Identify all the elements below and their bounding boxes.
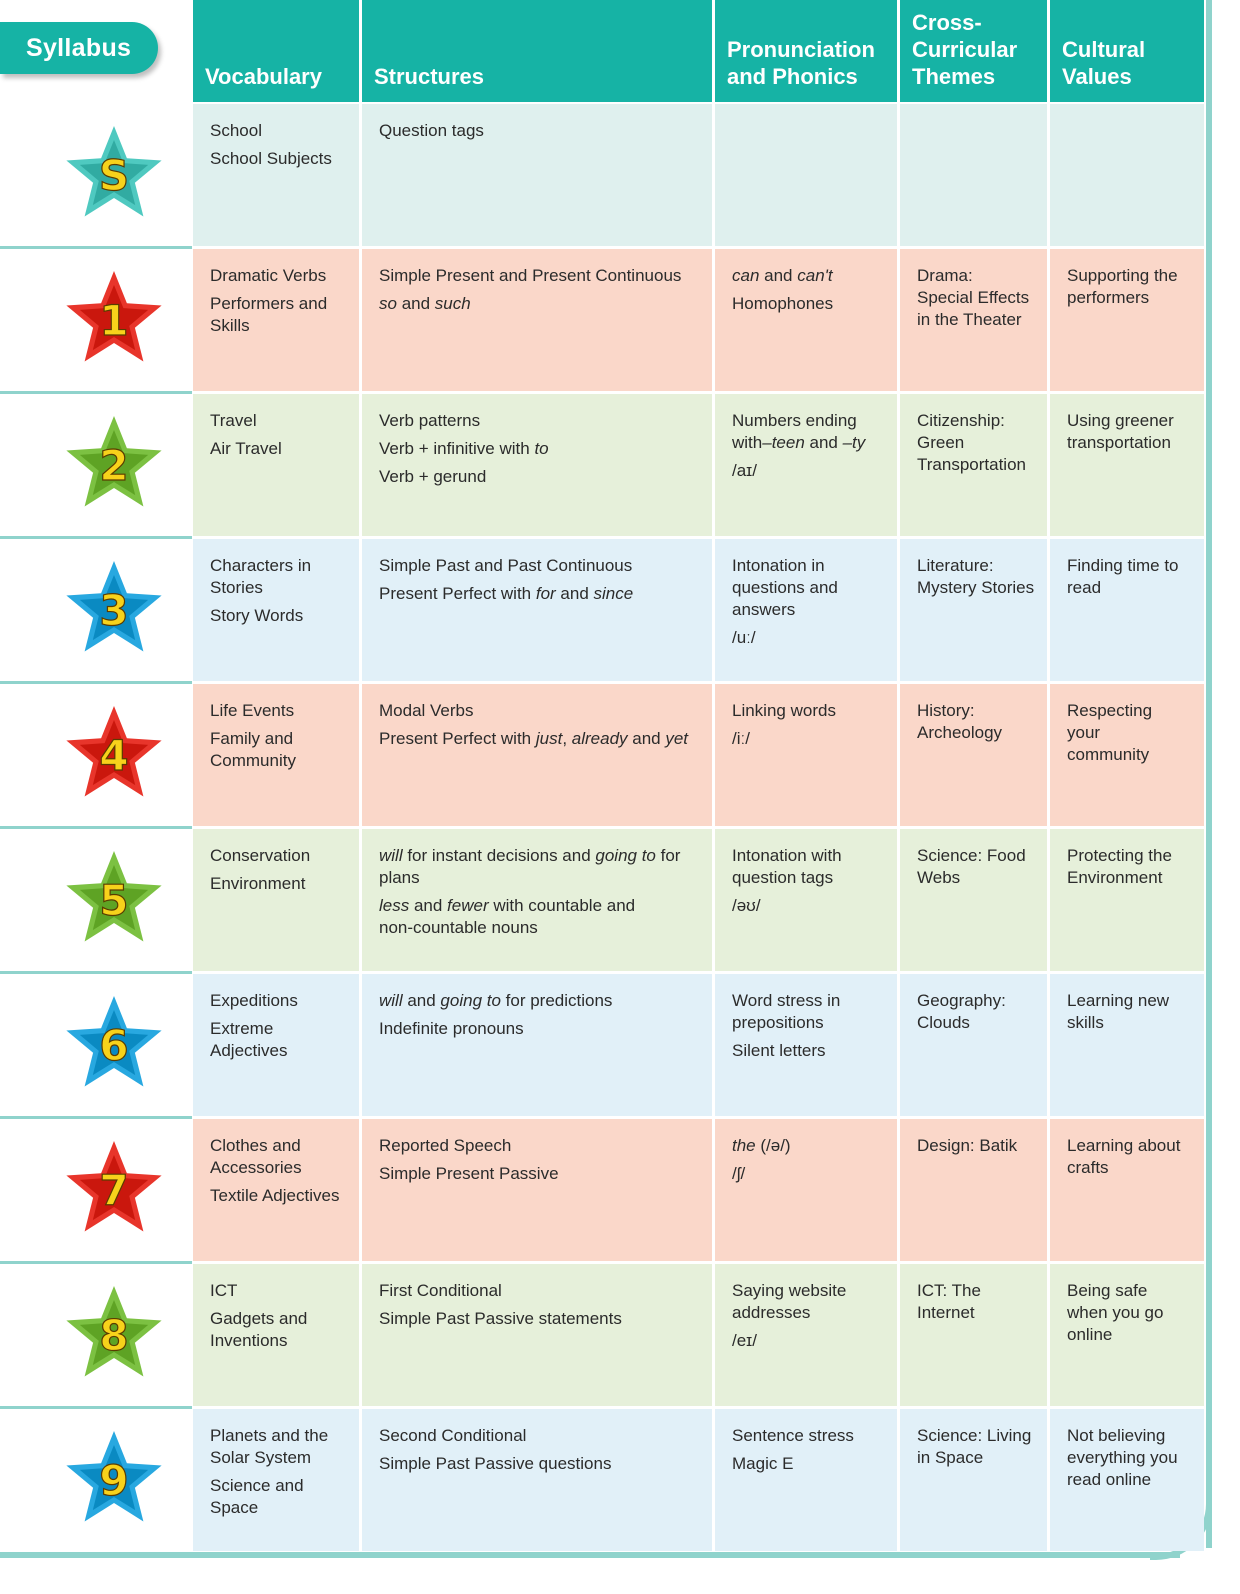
unit-number: 9 [99, 1456, 129, 1505]
cell-line: Simple Present and Present Continuous [379, 266, 682, 285]
cell-vocabulary [193, 249, 359, 391]
unit-number: 3 [99, 586, 129, 635]
cell-line: Saying website addresses [732, 1281, 847, 1322]
cell-themes [900, 974, 1047, 1116]
cell-line: can and can't [732, 266, 833, 285]
cell-line: Travel [210, 411, 257, 430]
cell-line: Modal Verbs [379, 701, 474, 720]
cell-line: Silent letters [732, 1041, 826, 1060]
cell-structures [362, 104, 712, 246]
cell-vocabulary [193, 539, 359, 681]
cell-line: less and fewer with countable and non-countable nouns [379, 896, 636, 937]
cell-line: Environment [210, 874, 306, 893]
star-icon [62, 702, 166, 806]
unit-star-badge [62, 702, 166, 806]
star-icon [62, 122, 166, 226]
cell-phonics [715, 684, 897, 826]
cell-line: the (/ə/) [732, 1136, 791, 1155]
star-icon [62, 847, 166, 951]
cell-line: Conservation [210, 846, 311, 865]
header-label: Pronunciation and Phonics [727, 37, 875, 89]
cell-structures [362, 1264, 712, 1406]
cell-line: Sentence stress [732, 1426, 854, 1445]
cell-themes [900, 539, 1047, 681]
cell-phonics [715, 394, 897, 536]
cell-vocabulary [193, 829, 359, 971]
cell-line: Clothes and Accessories [210, 1136, 302, 1177]
cell-phonics [715, 829, 897, 971]
cell-phonics [715, 249, 897, 391]
unit-number: S [98, 151, 130, 200]
cell-line: /eɪ/ [732, 1331, 757, 1350]
cell-line: First Conditional [379, 1281, 502, 1300]
cell-structures [362, 684, 712, 826]
cell-line: /aɪ/ [732, 461, 757, 480]
star-icon [62, 1282, 166, 1386]
cell-line: Present Perfect with just, already and yet [379, 729, 689, 748]
cell-line: Present Perfect with for and since [379, 584, 634, 603]
cell-line: Magic E [732, 1454, 794, 1473]
cell-phonics [715, 539, 897, 681]
cell-values [1050, 684, 1204, 826]
unit-number: 7 [99, 1166, 129, 1215]
cell-line: Simple Past Passive statements [379, 1309, 622, 1328]
cell-line: Simple Past and Past Continuous [379, 556, 633, 575]
cell-line: /iː/ [732, 729, 750, 748]
cell-line: Textile Adjectives [210, 1186, 340, 1205]
unit-number: 6 [99, 1021, 129, 1070]
header-label: Cross- Curricular Themes [912, 10, 1018, 89]
cell-line: Story Words [210, 606, 304, 625]
cell-themes [900, 684, 1047, 826]
unit-number: 2 [99, 441, 129, 490]
cell-line: Reported Speech [379, 1136, 512, 1155]
cell-line: Intonation in questions and answers [732, 556, 838, 619]
row-separator [0, 971, 192, 974]
cell-vocabulary [193, 104, 359, 246]
cell-line: Family and Community [210, 729, 296, 770]
unit-star-badge [62, 557, 166, 661]
cell-values [1050, 104, 1204, 246]
cell-line: ICT: The Internet [917, 1281, 981, 1322]
unit-star-badge [62, 122, 166, 226]
cell-line: Drama: Special Effects in the Theater [917, 266, 1030, 329]
cell-line: Characters in Stories [210, 556, 312, 597]
cell-line: /əʊ/ [732, 896, 761, 915]
cell-vocabulary [193, 974, 359, 1116]
cell-line: Linking words [732, 701, 836, 720]
header-label: Cultural Values [1062, 37, 1146, 89]
header-structures [362, 0, 712, 102]
cell-vocabulary [193, 394, 359, 536]
header-label: Vocabulary [205, 64, 322, 89]
cell-line: History: Archeology [917, 701, 1003, 742]
cell-line: Geography: Clouds [917, 991, 1006, 1032]
unit-number: 8 [99, 1311, 129, 1360]
cell-line: Planets and the Solar System [210, 1426, 329, 1467]
star-icon [62, 557, 166, 661]
row-separator [0, 681, 192, 684]
cell-line: will for instant decisions and going to for plans [379, 846, 681, 887]
cell-line: Simple Present Passive [379, 1164, 559, 1183]
cell-vocabulary [193, 1264, 359, 1406]
cell-values [1050, 829, 1204, 971]
cell-line: Design: Batik [917, 1136, 1018, 1155]
unit-number: 4 [99, 731, 129, 780]
cell-values [1050, 974, 1204, 1116]
cell-line: Second Conditional [379, 1426, 527, 1445]
frame-right-border [1206, 0, 1212, 1548]
header-phonics [715, 0, 897, 102]
star-icon [62, 1137, 166, 1241]
cell-values [1050, 539, 1204, 681]
cell-themes [900, 1119, 1047, 1261]
cell-line: Life Events [210, 701, 295, 720]
cell-line: Supporting the performers [1067, 266, 1178, 307]
unit-star-badge [62, 1427, 166, 1531]
cell-line: Citizenship: Green Transportation [917, 411, 1026, 474]
unit-star-badge [62, 267, 166, 371]
cell-line: Protecting the Environment [1067, 846, 1172, 887]
cell-themes [900, 1264, 1047, 1406]
row-separator [0, 536, 192, 539]
syllabus-tab: Syllabus [0, 22, 158, 74]
unit-star-badge [62, 1137, 166, 1241]
cell-structures [362, 539, 712, 681]
cell-values [1050, 1119, 1204, 1261]
cell-line: Question tags [379, 121, 484, 140]
cell-structures [362, 1119, 712, 1261]
cell-line: Finding time to read [1067, 556, 1179, 597]
cell-line: Numbers ending with–teen and –ty [732, 411, 866, 452]
cell-line: Word stress in prepositions [732, 991, 841, 1032]
cell-themes [900, 829, 1047, 971]
cell-phonics [715, 1264, 897, 1406]
cell-line: Literature: Mystery Stories [917, 556, 1035, 597]
cell-line: Extreme Adjectives [210, 1019, 288, 1060]
cell-line: Science: Living in Space [917, 1426, 1032, 1467]
cell-phonics [715, 104, 897, 246]
cell-line: Expeditions [210, 991, 298, 1010]
cell-phonics [715, 1119, 897, 1261]
row-separator [0, 1116, 192, 1119]
cell-line: Learning new skills [1067, 991, 1170, 1032]
cell-structures [362, 394, 712, 536]
cell-line: ICT [210, 1281, 238, 1300]
cell-themes [900, 249, 1047, 391]
cell-values [1050, 1264, 1204, 1406]
cell-line: Respecting your community [1067, 701, 1153, 764]
star-icon [62, 412, 166, 516]
cell-line: Performers and Skills [210, 294, 328, 335]
cell-phonics [715, 974, 897, 1116]
cell-structures [362, 249, 712, 391]
header-vocabulary [193, 0, 359, 102]
cell-vocabulary [193, 1119, 359, 1261]
unit-number: 5 [99, 876, 129, 925]
cell-values [1050, 394, 1204, 536]
cell-line: /uː/ [732, 628, 756, 647]
cell-line: Using greener transportation [1067, 411, 1174, 452]
cell-structures [362, 1409, 712, 1551]
cell-themes [900, 394, 1047, 536]
cell-structures [362, 974, 712, 1116]
cell-line: will and going to for predictions [379, 991, 613, 1010]
cell-line: Intonation with question tags [732, 846, 842, 887]
cell-values [1050, 1409, 1204, 1551]
row-separator [0, 1261, 192, 1264]
cell-vocabulary [193, 684, 359, 826]
star-icon [62, 267, 166, 371]
cell-line: Dramatic Verbs [210, 266, 327, 285]
row-separator [0, 246, 192, 249]
unit-star-badge [62, 412, 166, 516]
header-label: Structures [374, 64, 485, 89]
header-values [1050, 0, 1204, 102]
cell-line: Science: Food Webs [917, 846, 1026, 887]
row-separator [0, 391, 192, 394]
cell-line: Homophones [732, 294, 834, 313]
header-themes [900, 0, 1047, 102]
cell-themes [900, 1409, 1047, 1551]
frame-bottom-border [0, 1552, 1180, 1558]
unit-number: 1 [99, 296, 129, 345]
cell-line: Being safe when you go online [1067, 1281, 1164, 1344]
cell-structures [362, 829, 712, 971]
row-separator [0, 826, 192, 829]
cell-line: Simple Past Passive questions [379, 1454, 612, 1473]
unit-star-badge [62, 992, 166, 1096]
cell-vocabulary [193, 1409, 359, 1551]
cell-line: Verb + gerund [379, 467, 487, 486]
cell-values [1050, 249, 1204, 391]
cell-line: so and such [379, 294, 471, 313]
cell-line: School Subjects [210, 149, 332, 168]
row-separator [0, 1406, 192, 1409]
cell-line: Verb patterns [379, 411, 481, 430]
cell-line: /ʃ/ [732, 1164, 746, 1183]
cell-phonics [715, 1409, 897, 1551]
cell-line: Verb + infinitive with to [379, 439, 549, 458]
unit-star-badge [62, 1282, 166, 1386]
cell-line: Indefinite pronouns [379, 1019, 524, 1038]
cell-line: School [210, 121, 262, 140]
unit-star-badge [62, 847, 166, 951]
cell-line: Science and Space [210, 1476, 304, 1517]
star-icon [62, 992, 166, 1096]
cell-line: Gadgets and Inventions [210, 1309, 308, 1350]
cell-line: Learning about crafts [1067, 1136, 1181, 1177]
cell-themes [900, 104, 1047, 246]
cell-line: Not believing everything you read online [1067, 1426, 1178, 1489]
cell-line: Air Travel [210, 439, 282, 458]
star-icon [62, 1427, 166, 1531]
